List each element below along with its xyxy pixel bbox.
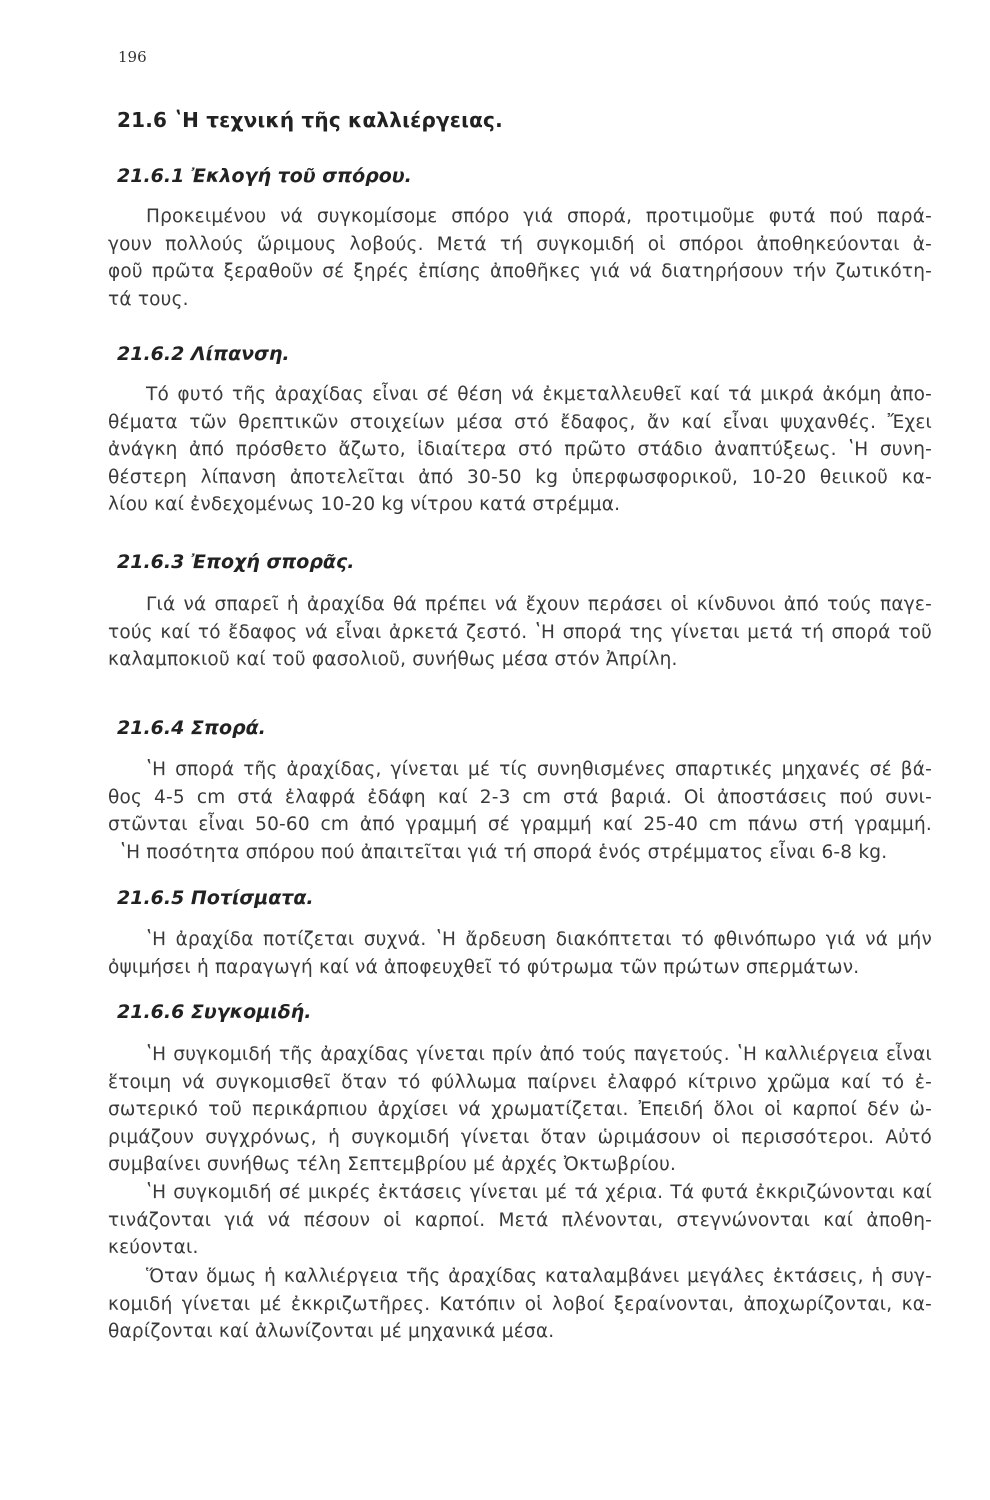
paragraph-harvest-2: [108, 1179, 932, 1262]
text-line: φοῦ πρῶτα ξεραθοῦν σέ ξηρές ἐπίσης ἀποθῆκες γιά νά διατηρήσουν τήν ζωτικότη-: [108, 261, 932, 282]
text-line: Ὅταν ὅμως ἡ καλλιέργεια τῆς ἀραχίδας καταλαμβάνει μεγάλες ἐκτάσεις, ἡ συγ-: [146, 1266, 932, 1287]
text-line: Γιά νά σπαρεῖ ἡ ἀραχίδα θά πρέπει νά ἔχουν περάσει οἱ κίνδυνοι ἀπό τούς παγε-: [146, 594, 932, 615]
paragraph-harvest-1: [108, 1041, 932, 1179]
paragraph-watering: [108, 926, 932, 981]
text-line: τά τους.: [108, 288, 189, 310]
text-line: ὀψιμήσει ἡ παραγωγή καί νά ἀποφευχθεῖ τό φύτρωμα τῶν πρώτων σπερμάτων.: [108, 956, 860, 978]
text-line: ριμάζουν συγχρόνως, ἡ συγκομιδή γίνεται ὅταν ὡριμάσουν οἱ περισσότεροι. Αὐτό: [108, 1126, 932, 1148]
text-line: ἀνάγκη ἀπό πρόσθετο ἄζωτο, ἰδιαίτερα στό πρῶτο στάδιο ἀναπτύξεως. ʽΗ συνη-: [108, 439, 932, 460]
section-heading-fertilization: 21.6.2 Λίπανση.: [117, 343, 290, 365]
text-line: θος 4-5 cm στά ἐλαφρά ἐδάφη καί 2-3 cm στά βαριά. Οἱ ἀποστάσεις πού συνι-: [108, 786, 932, 808]
paragraph-seed-selection: [108, 203, 932, 313]
text-line: κεύονται.: [108, 1237, 199, 1258]
text-line: ʽΗ συγκομιδή τῆς ἀραχίδας γίνεται πρίν ἀπό τούς παγετούς. ʽΗ καλλιέργεια εἶναι: [146, 1044, 932, 1065]
section-heading-watering: 21.6.5 Ποτίσματα.: [117, 887, 314, 909]
text-line: στῶνται εἶναι 50-60 cm ἀπό γραμμή σέ γραμμή καί 25-40 cm πάνω στή γραμμή.: [108, 814, 932, 835]
section-heading-sowing: 21.6.4 Σπορά.: [117, 717, 266, 739]
text-line: ʽΗ ποσότητα σπόρου πού ἀπαιτεῖται γιά τή σπορά ἑνός στρέμματος εἶναι 6-8 kg.: [120, 841, 888, 863]
paragraph-harvest-3: [108, 1263, 932, 1346]
text-line: τούς καί τό ἔδαφος νά εἶναι ἀρκετά ζεστό. ʽΗ σπορά της γίνεται μετά τή σπορά τοῦ: [108, 621, 932, 643]
text-line: ʽΗ σπορά τῆς ἀραχίδας, γίνεται μέ τίς συνηθισμένες σπαρτικές μηχανές σέ βά-: [146, 759, 932, 780]
text-line: συμβαίνει συνήθως τέλη Σεπτεμβρίου μέ ἀρχές Ὀκτωβρίου.: [108, 1154, 677, 1175]
text-line: σωτερικό τοῦ περικάρπιου ἀρχίσει νά χρωματίζεται. Ἐπειδή ὅλοι οἱ καρποί δέν ὠ-: [108, 1099, 932, 1120]
text-line: κομιδή γίνεται μέ ἐκκριζωτῆρες. Κατόπιν οἱ λοβοί ξεραίνονται, ἀποχωρίζονται, κα-: [108, 1293, 932, 1315]
text-line: θαρίζονται καί ἀλωνίζονται μέ μηχανικά μέσα.: [108, 1321, 555, 1342]
text-line: καλαμποκιοῦ καί τοῦ φασολιοῦ, συνήθως μέσα στόν Ἀπρίλη.: [108, 649, 678, 670]
text-line: Τό φυτό τῆς ἀραχίδας εἶναι σέ θέση νά ἐκμεταλλευθεῖ καί τά μικρά ἀκόμη ἀπο-: [146, 384, 932, 405]
paragraph-sowing-season: [108, 591, 932, 674]
text-line: γουν πολλούς ὥριμους λοβούς. Μετά τή συγκομιδή οἱ σπόροι ἀποθηκεύονται ἀ-: [108, 233, 932, 255]
text-line: ʽΗ ἀραχίδα ποτίζεται συχνά. ʽΗ ἄρδευση διακόπτεται τό φθινόπωρο γιά νά μήν: [146, 929, 932, 950]
chapter-heading: 21.6 ʽΗ τεχνική τῆς καλλιέργειας.: [117, 108, 503, 132]
section-heading-harvest: 21.6.6 Συγκομιδή.: [117, 1001, 312, 1023]
page-number: 196: [118, 48, 147, 66]
paragraph-fertilization: [108, 381, 932, 519]
section-heading-sowing-season: 21.6.3 Ἐποχή σπορᾶς.: [117, 551, 355, 573]
text-line: τινάζονται γιά νά πέσουν οἱ καρποί. Μετά πλένονται, στεγνώνονται καί ἀποθη-: [108, 1209, 932, 1231]
text-line: Προκειμένου νά συγκομίσομε σπόρο γιά σπορά, προτιμοῦμε φυτά πού παρά-: [146, 206, 932, 227]
text-line: θέστερη λίπανση ἀποτελεῖται ἀπό 30-50 kg ὑπερφωσφορικοῦ, 10-20 θειικοῦ κα-: [108, 466, 932, 488]
text-line: ἕτοιμη νά συγκομισθεῖ ὅταν τό φύλλωμα παίρνει ἐλαφρό κίτρινο χρῶμα καί τό ἐ-: [108, 1071, 932, 1093]
text-line: λίου καί ἐνδεχομένως 10-20 kg νίτρου κατά στρέμμα.: [108, 494, 621, 515]
text-line: ʽΗ συγκομιδή σέ μικρές ἐκτάσεις γίνεται μέ τά χέρια. Τά φυτά ἐκκριζώνονται καί: [146, 1182, 932, 1203]
text-line: θέματα τῶν θρεπτικῶν στοιχείων μέσα στό ἔδαφος, ἄν καί εἶναι ψυχανθές. Ἔχει: [108, 411, 932, 433]
section-heading-seed-selection: 21.6.1 Ἐκλογή τοῦ σπόρου.: [117, 165, 412, 187]
paragraph-sowing: [108, 756, 932, 866]
